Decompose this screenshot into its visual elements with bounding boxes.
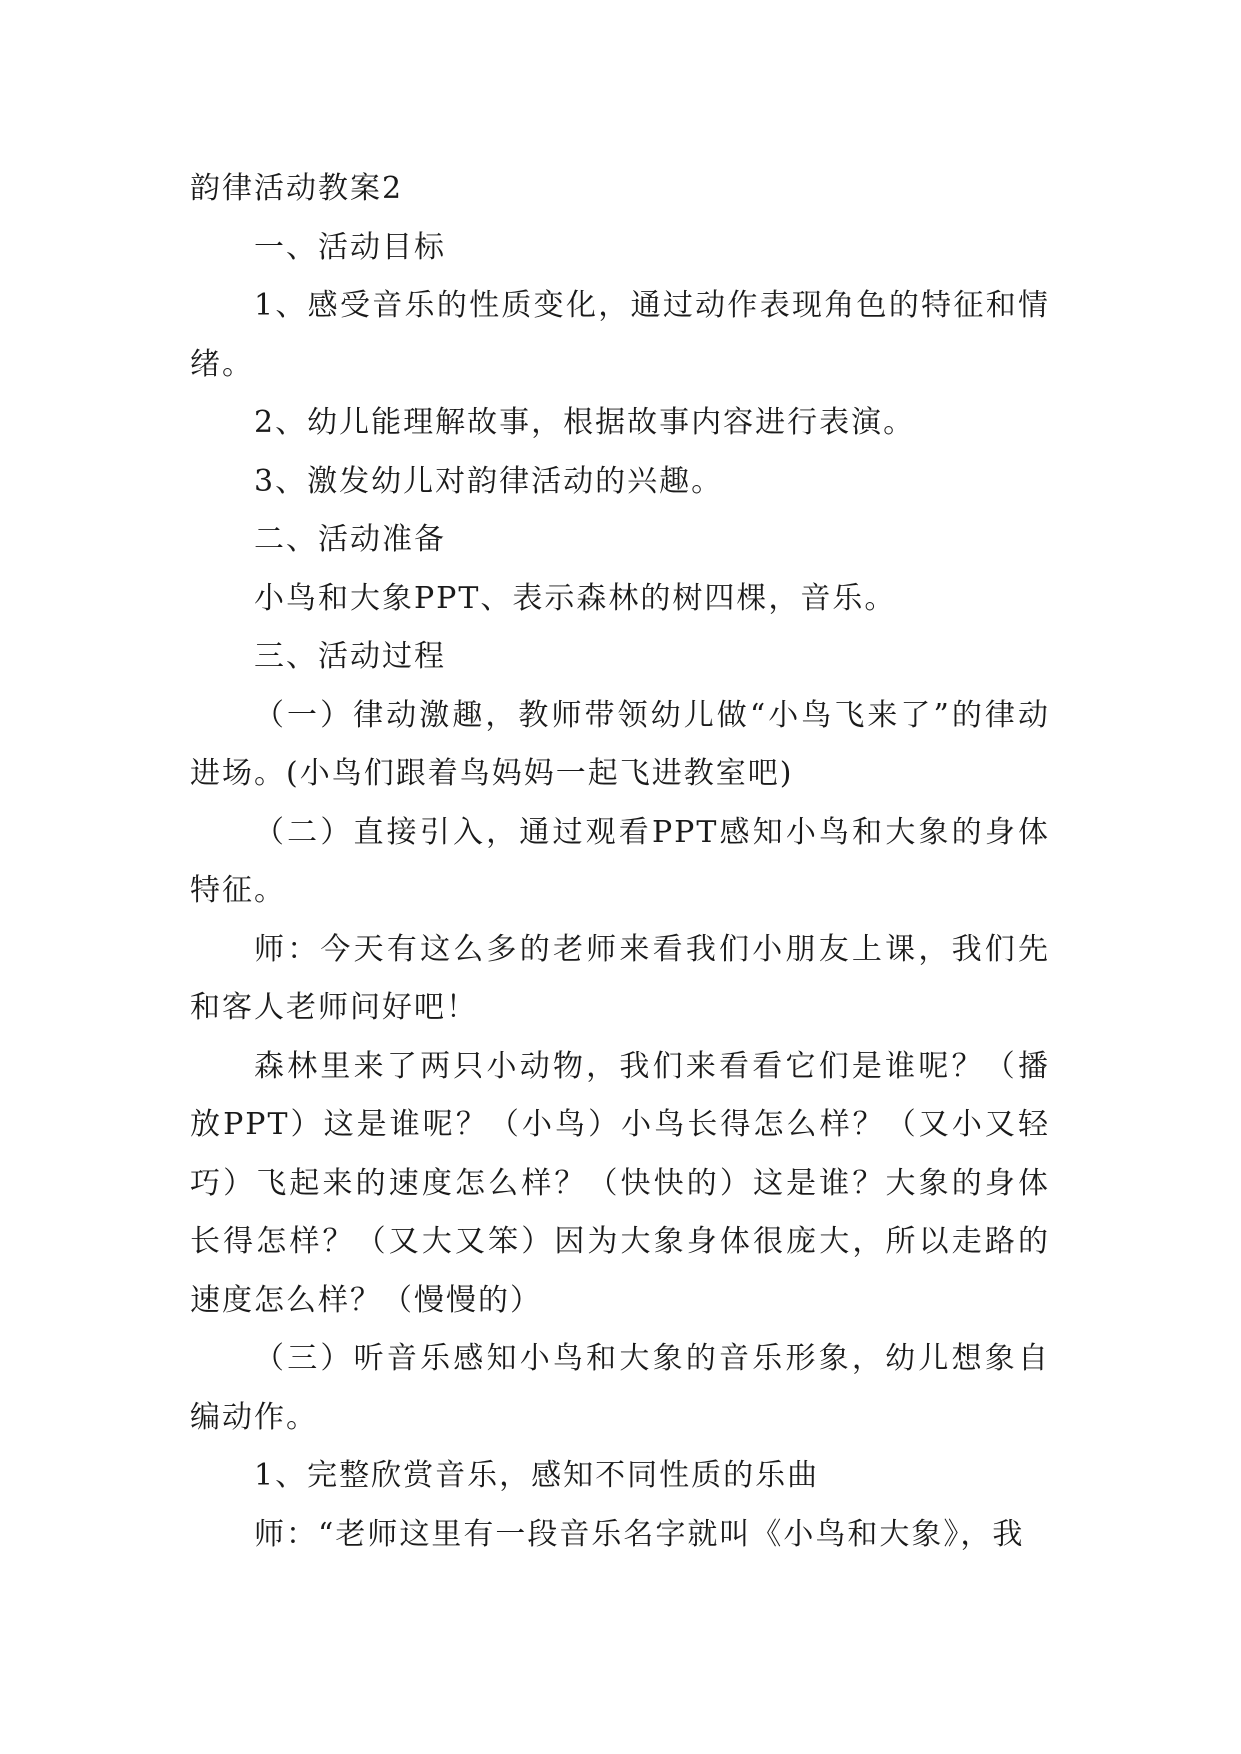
document-body [190,160,1050,1564]
section-heading-preparation: 二、活动准备 [254,522,446,557]
section-heading-goals: 一、活动目标 [254,229,446,265]
paragraph-process-2: （二）直接引入，通过观看PPT感知小鸟和大象的身体特征。 [190,814,1050,908]
paragraph-goal-3: 3、激发幼儿对韵律活动的兴趣。 [254,463,724,499]
paragraph-forest-animals: 森林里来了两只小动物，我们来看看它们是谁呢？（播放PPT）这是谁呢？（小鸟）小鸟长得怎么样？（又小又轻巧）飞起来的速度怎么样？（快快的）这是谁？大象的身体长得怎样？（又大又笨）因为大象身体很庞大，所以走路的速度怎么样？（慢慢的） [190,1048,1050,1318]
paragraph-goal-2: 2、幼儿能理解故事，根据故事内容进行表演。 [254,405,916,440]
paragraph-process-1: （一）律动激趣，教师带领幼儿做“小鸟飞来了”的律动进场。(小鸟们跟着鸟妈妈一起飞进教室吧) [190,697,1050,791]
document-title: 韵律活动教案2 [190,171,404,206]
paragraph-teacher-greeting: 师：今天有这么多的老师来看我们小朋友上课，我们先和客人老师问好吧！ [190,931,1050,1025]
paragraph-preparation: 小鸟和大象PPT、表示森林的树四棵，音乐。 [254,580,897,616]
paragraph-listen-music: 1、完整欣赏音乐，感知不同性质的乐曲 [254,1458,820,1493]
paragraph-goal-1: 1、感受音乐的性质变化，通过动作表现角色的特征和情绪。 [190,288,1050,382]
section-heading-process: 三、活动过程 [254,639,446,674]
paragraph-process-3: （三）听音乐感知小鸟和大象的音乐形象，幼儿想象自编动作。 [190,1341,1050,1435]
paragraph-teacher-music-intro: 师：“老师这里有一段音乐名字就叫《小鸟和大象》，我 [254,1516,1025,1552]
